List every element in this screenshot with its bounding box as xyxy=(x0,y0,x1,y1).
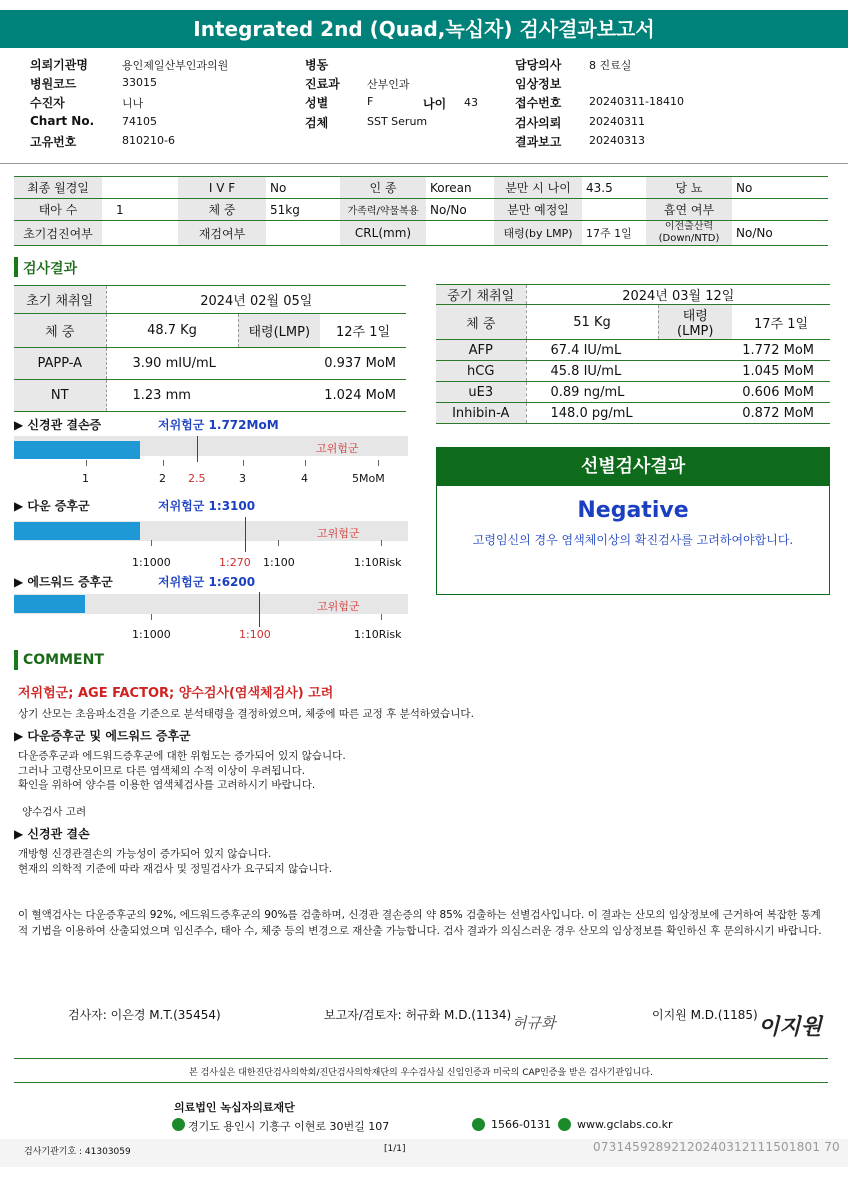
second-weight: 51 Kg xyxy=(526,305,658,340)
header-field-value: 산부인과 xyxy=(367,78,410,92)
risk-value-ntd: 저위험군 1.772MoM xyxy=(158,418,279,432)
header-field-value: SST Serum xyxy=(367,114,428,128)
first-date-row xyxy=(14,286,406,314)
info-cell: 1 xyxy=(102,199,178,221)
risk-fill-edwards xyxy=(14,595,85,613)
risk-title-down: ▶ 다운 증후군 xyxy=(14,499,90,513)
comment-footnote: 이 혈액검사는 다운증후군의 92%, 에드워드증후군의 90%를 검출하며, 신경관 결손증의 약 85% 검출하는 선별검사입니다. 이 결과는 산모의 임상정보에 근거하여 복잡한 통계적 기법을 이용하여 산출되었으며 임신주수, 태아 수, 체중 등의 변경으로 재산출 가능합니다. 검사 결과가 의심스러운 경우 산모의 임상정보를 확인하신 후 문의하시기 바랍니다. xyxy=(18,909,822,937)
tick-label: 3 xyxy=(239,472,246,485)
tick-mark xyxy=(243,460,244,466)
section-marker xyxy=(14,257,18,277)
first-date: 2024년 02월 05일 xyxy=(106,286,406,314)
comment-heading-ntd: ▶ 신경관 결손 xyxy=(14,827,90,841)
comment-headline: 저위험군; AGE FACTOR; 양수검사(염색체검사) 고려 xyxy=(18,686,334,701)
tick-label: 2.5 xyxy=(188,472,206,485)
info-cell: 분만 예정일 xyxy=(494,199,582,221)
second-ga-label: 태령(LMP) xyxy=(658,305,732,340)
info-cell: 이전출산력 (Down/NTD) xyxy=(646,221,732,246)
header-field-value: 810210-6 xyxy=(122,133,175,147)
high-risk-label-ntd: 고위험군 xyxy=(316,442,359,455)
analyte-value: 45.8 IU/mL xyxy=(526,361,658,382)
info-cell: 체 중 xyxy=(178,199,266,221)
comment-line: 그러나 고령산모이므로 다른 염색체의 수적 이상이 우려됩니다. xyxy=(18,764,306,777)
risk-title-ntd: ▶ 신경관 결손증 xyxy=(14,418,102,432)
comment-p4 xyxy=(18,847,332,876)
header-field xyxy=(515,56,815,73)
info-cell: 17주 1일 xyxy=(582,221,646,246)
first-row-nt xyxy=(14,380,406,412)
analyte-mom: 1.772 MoM xyxy=(658,340,830,361)
tick-label: 1:10Risk xyxy=(354,556,402,569)
header-field xyxy=(305,56,495,73)
tick-mark xyxy=(381,540,382,546)
analyte-name: PAPP-A xyxy=(14,348,106,380)
info-cell: 흡연 여부 xyxy=(646,199,732,221)
header-field-value: 니나 xyxy=(122,97,144,111)
header-field xyxy=(515,114,815,131)
high-risk-label-edwards: 고위험군 xyxy=(317,600,360,613)
header-field-label: 병원코드 xyxy=(30,77,77,92)
footer-divider xyxy=(14,1058,828,1059)
first-row-papp xyxy=(14,348,406,380)
tick-label: 1:10Risk xyxy=(354,628,402,641)
risk-cutoff-down xyxy=(245,517,246,552)
tick-mark xyxy=(381,614,382,620)
info-cell: CRL(mm) xyxy=(340,221,426,246)
info-cell: 태령(by LMP) xyxy=(494,221,582,246)
analyte-mom: 1.045 MoM xyxy=(658,361,830,382)
first-weight-row xyxy=(14,314,406,348)
analyte-name: Inhibin-A xyxy=(436,403,526,424)
analyte-name: hCG xyxy=(436,361,526,382)
analyte-name: uE3 xyxy=(436,382,526,403)
comment-line: 다운증후군과 에드워드증후군에 대한 위험도는 증가되어 있지 않습니다. xyxy=(18,750,346,762)
comment-line: 현재의 의학적 기준에 따라 재검사 및 정밀검사가 요구되지 않습니다. xyxy=(18,862,333,875)
risk-cutoff-ntd xyxy=(197,436,198,462)
tick-mark xyxy=(305,460,306,466)
agency-code: 검사기관기호 : 41303059 xyxy=(24,1147,131,1157)
second-ga: 17주 1일 xyxy=(732,305,830,340)
footer-divider xyxy=(14,1082,828,1083)
info-cell: 인 종 xyxy=(340,177,426,199)
section-marker xyxy=(14,650,18,670)
second-row-inhibin xyxy=(436,403,830,424)
info-cell: Korean xyxy=(426,177,494,199)
org-name: 의료법인 녹십자의료재단 xyxy=(174,1101,295,1114)
comment-line: 확인을 위하여 양수를 이용한 염색체검사를 고려하시기 바랍니다. xyxy=(18,779,316,791)
header-field xyxy=(30,114,290,128)
header-field-value: 33015 xyxy=(122,76,157,90)
info-cell: No xyxy=(732,177,828,199)
tick-label: 1:1000 xyxy=(132,556,171,569)
comment-p2 xyxy=(18,749,346,793)
info-cell: 51kg xyxy=(266,199,340,221)
risk-fill-down xyxy=(14,522,140,540)
risk-value-edwards: 저위험군 1:6200 xyxy=(158,575,256,589)
header-field-label: 검체 xyxy=(305,115,329,130)
header-field-label: 검사의뢰 xyxy=(515,115,562,130)
analyte-mom: 0.937 MoM xyxy=(238,348,406,380)
comment-p3: 양수검사 고려 xyxy=(22,806,87,818)
info-cell: No/No xyxy=(732,221,828,246)
info-cell xyxy=(102,177,178,199)
first-weight-label: 체 중 xyxy=(14,314,106,348)
analyte-mom: 1.024 MoM xyxy=(238,380,406,412)
info-row-1 xyxy=(14,177,828,199)
analyte-name: AFP xyxy=(436,340,526,361)
barcode-number: 07314592892120240312111501801 70 xyxy=(593,1140,840,1154)
second-row-afp xyxy=(436,340,830,361)
risk-cutoff-edwards xyxy=(259,592,260,627)
header-field xyxy=(305,75,495,92)
tick-mark xyxy=(151,540,152,546)
risk-charts xyxy=(14,412,414,652)
first-trimester-table xyxy=(14,285,406,412)
header-field-label: 담당의사 xyxy=(515,58,562,72)
second-weight-label: 체 중 xyxy=(436,305,526,340)
comment-title: COMMENT xyxy=(23,652,104,668)
website[interactable]: www.gclabs.co.kr xyxy=(577,1118,673,1131)
info-cell: 최종 월경일 xyxy=(14,177,102,199)
info-cell xyxy=(102,221,178,246)
second-row-hcg xyxy=(436,361,830,382)
info-cell: 43.5 xyxy=(582,177,646,199)
tick-mark xyxy=(378,460,379,466)
screening-box xyxy=(436,447,830,595)
info-cell: No/No xyxy=(426,199,494,221)
info-row-3 xyxy=(14,221,828,246)
tick-label: 5MoM xyxy=(352,472,385,485)
tester: 검사자: 이은경 M.T.(35454) xyxy=(68,1008,221,1022)
phone-icon xyxy=(472,1118,485,1131)
header-field xyxy=(30,56,290,73)
analyte-mom: 0.872 MoM xyxy=(658,403,830,424)
web-icon xyxy=(558,1118,571,1131)
second-date-row xyxy=(436,285,830,305)
age-value: 43 xyxy=(464,96,478,109)
reviewer: 이지원 M.D.(1185) xyxy=(652,1008,758,1022)
header-field xyxy=(30,133,290,150)
header-field-value: 용인제일산부인과의원 xyxy=(122,59,229,72)
tick-label: 2 xyxy=(159,472,166,485)
tick-mark xyxy=(151,614,152,620)
analyte-mom: 0.606 MoM xyxy=(658,382,830,403)
info-cell xyxy=(426,221,494,246)
header-field-value: 20240311-18410 xyxy=(589,95,684,109)
header-divider xyxy=(0,163,848,164)
info-row-2 xyxy=(14,199,828,221)
info-cell: 가족력/약물복용 xyxy=(340,199,426,221)
screening-note: 고령임신의 경우 염색체이상의 확진검사를 고려하여야합니다. xyxy=(472,533,794,547)
second-trimester-table xyxy=(436,284,830,424)
age-label: 나이 xyxy=(423,97,447,111)
tick-label: 1 xyxy=(82,472,89,485)
results-title: 검사결과 xyxy=(23,261,78,277)
second-date-label: 중기 채취일 xyxy=(436,285,526,305)
risk-fill-ntd xyxy=(14,441,140,459)
tick-mark xyxy=(86,460,87,466)
tick-label: 1:100 xyxy=(239,628,271,641)
info-cell: I V F xyxy=(178,177,266,199)
tick-label: 1:100 xyxy=(263,556,295,569)
first-date-label: 초기 채취일 xyxy=(14,286,106,314)
info-cell: 당 뇨 xyxy=(646,177,732,199)
header-field-label: 진료과 xyxy=(305,77,340,92)
header-field-label: 병동 xyxy=(305,58,329,72)
reporter: 보고자/검토자: 허규화 M.D.(1134) xyxy=(324,1008,512,1022)
header-field-label: 접수번호 xyxy=(515,96,562,111)
location-icon xyxy=(172,1118,185,1131)
risk-value-down: 저위험군 1:3100 xyxy=(158,499,256,513)
screening-title: 선별검사결과 xyxy=(437,448,829,486)
comment-heading-down: ▶ 다운증후군 및 에드워드 증후군 xyxy=(14,729,191,743)
analyte-value: 1.23 mm xyxy=(106,380,238,412)
analyte-value: 67.4 IU/mL xyxy=(526,340,658,361)
info-cell xyxy=(732,199,828,221)
tick-label: 1:270 xyxy=(219,556,251,569)
header-field-label: 임상정보 xyxy=(515,77,562,92)
comment-p1: 상기 산모는 초음파소견을 기준으로 분석태령을 결정하였으며, 체중에 따른 교정 후 분석하였습니다. xyxy=(18,708,474,720)
comment-line: 개방형 신경관결손의 가능성이 증가되어 있지 않습니다. xyxy=(18,848,272,860)
cert-text: 본 검사실은 대한진단검사의학회/진단검사의학재단의 우수검사실 신임인증과 미국의 CAP인증을 받은 검사기관입니다. xyxy=(189,1068,653,1078)
analyte-name: NT xyxy=(14,380,106,412)
header-field-value: 74105 xyxy=(122,114,157,128)
header-field xyxy=(30,75,290,92)
header-field-label: 고유번호 xyxy=(30,134,77,149)
risk-title-edwards: ▶ 에드워드 증후군 xyxy=(14,575,113,589)
header-field xyxy=(30,94,290,111)
header-field-label: 결과보고 xyxy=(515,134,562,149)
phone: 1566-0131 xyxy=(491,1118,551,1131)
first-ga-label: 태령(LMP) xyxy=(238,314,320,348)
header-field-label: 성별 xyxy=(305,96,329,111)
reporter-signature: 허규화 xyxy=(512,1014,556,1032)
header-field-label: Chart No. xyxy=(30,113,95,128)
info-cell xyxy=(582,199,646,221)
second-date: 2024년 03월 12일 xyxy=(526,285,830,305)
header-field xyxy=(515,133,815,150)
tick-label: 1:1000 xyxy=(132,628,171,641)
screening-result: Negative xyxy=(577,498,689,523)
header-field xyxy=(305,114,495,131)
info-cell xyxy=(266,221,340,246)
header-field-value: 8 진료실 xyxy=(589,59,632,72)
reviewer-signature: 이지원 xyxy=(758,1014,822,1040)
patient-info-table xyxy=(14,176,828,246)
tick-label: 4 xyxy=(301,472,308,485)
header-field-value: F xyxy=(367,95,374,109)
first-weight: 48.7 Kg xyxy=(106,314,238,348)
info-cell: No xyxy=(266,177,340,199)
page-number: [1/1] xyxy=(384,1144,406,1154)
header-field xyxy=(515,75,815,92)
info-cell: 분만 시 나이 xyxy=(494,177,582,199)
address: 경기도 용인시 기흥구 이현로 30번길 107 xyxy=(188,1120,390,1133)
header-field-value: 20240311 xyxy=(589,114,645,128)
high-risk-label-down: 고위험군 xyxy=(317,527,360,540)
header-field-label: 수진자 xyxy=(30,96,65,111)
info-cell: 초기검진여부 xyxy=(14,221,102,246)
header-field-value: 20240313 xyxy=(589,133,645,147)
tick-mark xyxy=(163,460,164,466)
header-field-label: 의뢰기관명 xyxy=(30,58,88,72)
info-cell: 재검여부 xyxy=(178,221,266,246)
info-cell: 태아 수 xyxy=(14,199,102,221)
report-title: Integrated 2nd (Quad,녹십자) 검사결과보고서 xyxy=(0,10,848,48)
header-field xyxy=(515,94,815,111)
analyte-value: 0.89 ng/mL xyxy=(526,382,658,403)
analyte-value: 148.0 pg/mL xyxy=(526,403,658,424)
first-ga: 12주 1일 xyxy=(320,314,406,348)
analyte-value: 3.90 mIU/mL xyxy=(106,348,238,380)
second-weight-row xyxy=(436,305,830,340)
second-row-ue3 xyxy=(436,382,830,403)
tick-mark xyxy=(278,540,279,546)
